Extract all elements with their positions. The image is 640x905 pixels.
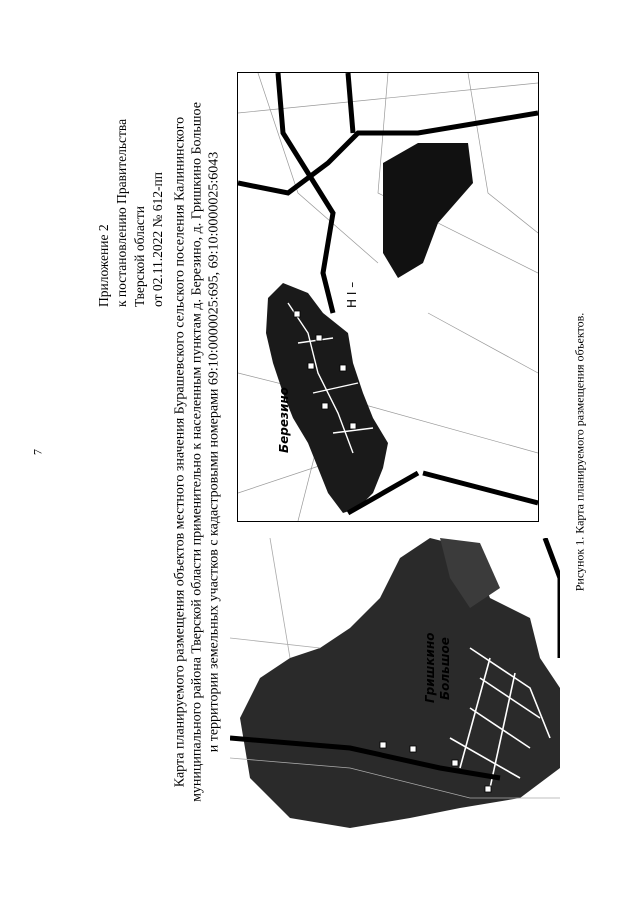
map-title-line-2: муниципального района Тверской области применительно к населенным пунктам д. Березино, д. Гришкино Большое xyxy=(189,102,205,802)
grishkino-label-2: Большое xyxy=(438,637,452,700)
appendix-line-4: от 02.11.2022 № 612-пп xyxy=(150,172,165,307)
figure-caption: Рисунок 1. Карта планируемого размещения объектов. xyxy=(572,312,587,592)
north-mark: Н I – xyxy=(345,281,359,308)
map-title-line-3: и территории земельных участков с кадастровыми номерами 69:10:0000025:695, 69:10:0000025:6043 xyxy=(206,151,222,753)
berezino-label: Березино xyxy=(277,387,291,453)
map-title xyxy=(172,52,223,852)
appendix-line-1: Приложение 2 xyxy=(96,224,111,307)
grishkino-label-1: Гришкино xyxy=(423,632,437,703)
map-title-line-1: Карта планируемого размещения объектов местного значения Бурашевского сельского поселения Калининского xyxy=(172,116,188,788)
appendix-line-2: к постановлению Правительства xyxy=(114,118,129,307)
page-number: 7 xyxy=(30,449,45,455)
appendix-header xyxy=(95,37,167,307)
appendix-line-3: Тверской области xyxy=(132,206,147,307)
map-berezino xyxy=(237,72,539,522)
map-grishkino xyxy=(230,538,560,828)
